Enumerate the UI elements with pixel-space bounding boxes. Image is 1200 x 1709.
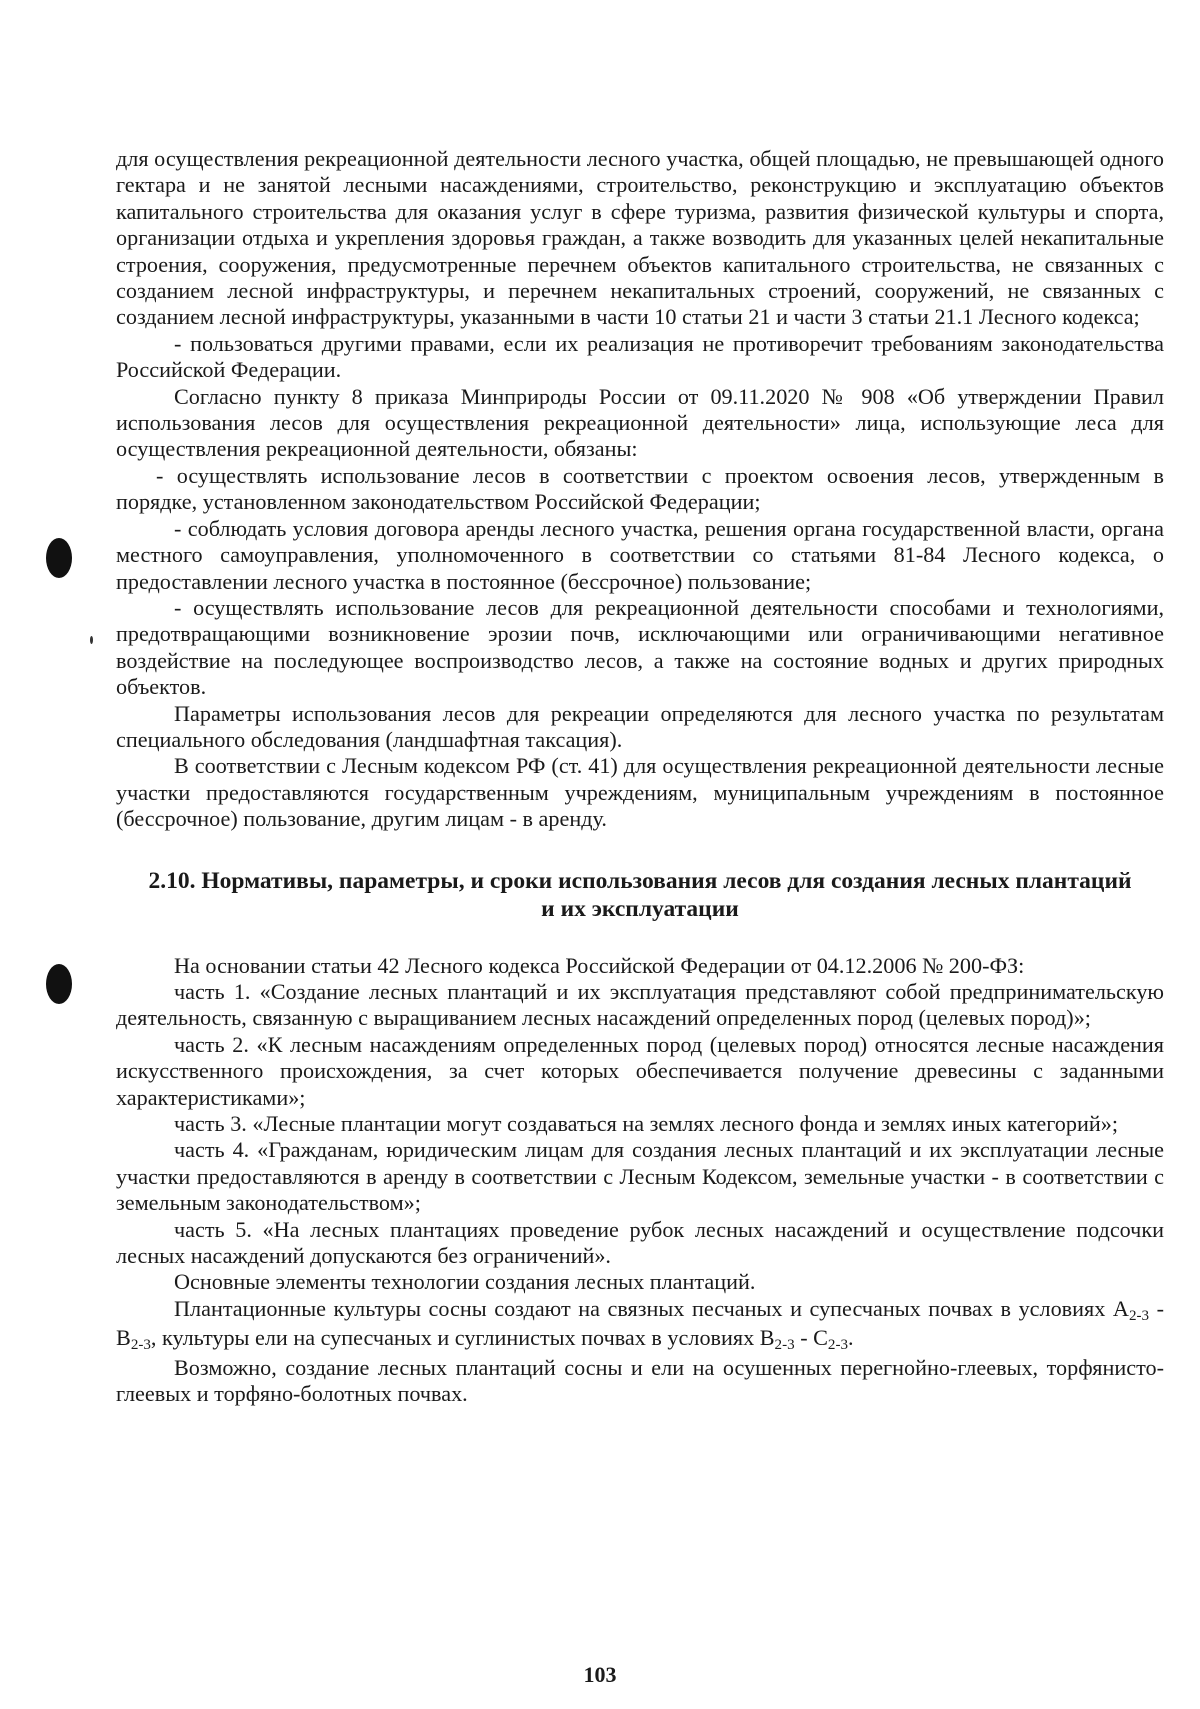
body-paragraph: - осуществлять использование лесов в соответствии с проектом освоения лесов, утвержденным в порядке, установленном законодательством Российской Федерации; xyxy=(116,462,1164,515)
subscript: 2-3 xyxy=(1128,1307,1150,1324)
text-run: , культуры ели на супесчаных и суглинистых почвах в условиях В xyxy=(150,1325,775,1351)
text-run: Плантационные культуры сосны создают на связных песчаных и супесчаных почвах в условиях А xyxy=(174,1295,1129,1321)
body-paragraph: часть 4. «Гражданам, юридическим лицам для создания лесных плантаций и их эксплуатации лесные участки предоставляются в аренду в соответствии с Лесным Кодексом, земельные участки - в соответствии с земельным законодательством»; xyxy=(116,1137,1164,1216)
plantation-conditions-paragraph xyxy=(116,1296,1164,1355)
body-paragraph: Основные элементы технологии создания лесных плантаций. xyxy=(174,1269,756,1295)
text-run: . xyxy=(848,1325,854,1351)
section-heading: 2.10. Нормативы, параметры, и сроки использования лесов для создания лесных плантаций и их эксплуатации xyxy=(148,867,1132,922)
body-paragraph: Возможно, создание лесных плантаций сосны и ели на осушенных перегнойно-глеевых, торфянисто-глеевых и торфяно-болотных почвах. xyxy=(116,1354,1164,1407)
body-paragraph: - соблюдать условия договора аренды лесного участка, решения органа государственной власти, органа местного самоуправления, уполномоченного в соответствии со статьями 81-84 Лесного кодекса, о предоставлении лесного участка в постоянное (бессрочное) пользование; xyxy=(116,515,1164,594)
body-paragraph: В соответствии с Лесным кодексом РФ (ст. 41) для осуществления рекреационной деятельности лесные участки предоставляются государственным учреждениям, муниципальным учреждениям в постоянное (бессрочное) пользование, другим лицам - в аренду. xyxy=(116,753,1164,832)
body-paragraph: Согласно пункту 8 приказа Минприроды России от 09.11.2020 № 908 «Об утверждении Правил использования лесов для осуществления рекреационной деятельности» лица, использующие леса для осуществления рекреационной деятельности, обязаны: xyxy=(116,383,1164,462)
text-run: - С xyxy=(794,1325,828,1351)
punch-hole-mark-lower xyxy=(46,964,72,1004)
body-paragraph: часть 5. «На лесных плантациях проведение рубок лесных насаждений и осуществление подсочки лесных насаждений допускаются без ограничений». xyxy=(116,1216,1164,1269)
scan-speck xyxy=(90,636,93,644)
subscript: 2-3 xyxy=(827,1337,849,1354)
body-paragraph: - пользоваться другими правами, если их реализация не противоречит требованиям законодательства Российской Федерации. xyxy=(116,330,1164,383)
body-paragraph: часть 3. «Лесные плантации могут создаваться на землях лесного фонда и землях иных категорий»; xyxy=(174,1111,1118,1136)
text-run: - В xyxy=(116,1295,1165,1351)
body-paragraph: для осуществления рекреационной деятельности лесного участка, общей площадью, не превышающей одного гектара и не занятой лесными насаждениями, строительство, реконструкцию и эксплуатацию объектов капитального строительства для оказания услуг в сфере туризма, развития физической культуры и спорта, организации отдыха и укрепления здоровья граждан, а также возводить для указанных целей некапитальные строения, сооружения, предусмотренные перечнем объектов капитального строительства, не связанных с созданием лесной инфраструктуры, и перечнем некапитальных строений, сооружений, не связанных с созданием лесной инфраструктуры, указанными в части 10 статьи 21 и части 3 статьи 21.1 Лесного кодекса; xyxy=(116,146,1164,330)
body-paragraph: На основании статьи 42 Лесного кодекса Российской Федерации от 04.12.2006 № 200-ФЗ: xyxy=(174,952,1025,978)
body-paragraph: Параметры использования лесов для рекреации определяются для лесного участка по результатам специального обследования (ландшафтная таксация). xyxy=(116,700,1164,752)
body-paragraph: часть 2. «К лесным насаждениям определенных пород (целевых пород) относятся лесные насаждения искусственного происхождения, за счет которых обеспечивается получение древесины с заданными характеристиками»; xyxy=(116,1031,1164,1110)
subscript: 2-3 xyxy=(774,1337,795,1354)
punch-hole-mark-upper xyxy=(46,538,72,578)
body-paragraph: часть 1. «Создание лесных плантаций и их эксплуатация представляют собой предпринимательскую деятельность, связанную с выращиванием лесных насаждений определенных пород (целевых пород)»; xyxy=(116,978,1164,1031)
page-number: 103 xyxy=(583,1662,617,1687)
subscript: 2-3 xyxy=(130,1337,151,1354)
document-body xyxy=(116,146,1164,1407)
body-paragraph: - осуществлять использование лесов для рекреационной деятельности способами и технологиями, предотвращающими возникновение эрозии почв, исключающими или ограничивающими негативное воздействие на последующее воспроизводство лесов, а также на состояние водных и других природных объектов. xyxy=(116,594,1164,700)
